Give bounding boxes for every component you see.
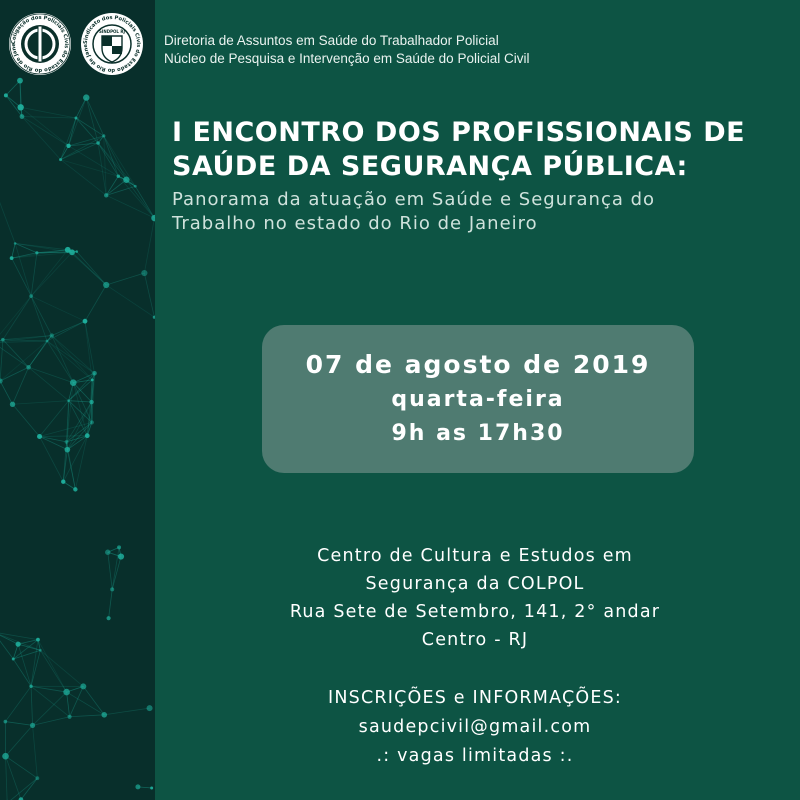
network-link <box>61 118 76 160</box>
svg-text:Sindicato dos Policiais Civis: Sindicato dos Policiais Civis do Estado do Rio de Jane <box>82 14 142 74</box>
network-link <box>83 686 104 714</box>
network-link <box>0 340 3 381</box>
network-node <box>16 642 21 647</box>
network-link <box>12 253 37 258</box>
network-link <box>22 117 61 160</box>
network-link <box>40 436 68 449</box>
network-link <box>12 250 68 258</box>
network-node <box>74 116 77 119</box>
network-link <box>0 341 47 381</box>
network-link <box>33 717 70 726</box>
svg-text:Coligação dos Policiais Civis: Coligação dos Policiais Civis do Estado do Rio de Jane <box>10 14 70 74</box>
network-node <box>17 104 23 110</box>
network-node <box>141 270 147 276</box>
network-link <box>109 589 113 618</box>
sindicato-seal-icon <box>80 12 144 76</box>
network-link <box>0 343 29 368</box>
title-line-2: SAÚDE DA SEGURANÇA PÚBLICA: <box>172 151 688 182</box>
directorate-name: Diretoria de Assuntos em Saúde do Trabalhador Policial <box>164 33 499 48</box>
network-node <box>39 649 42 652</box>
network-node <box>147 705 153 711</box>
network-link <box>85 321 95 373</box>
network-link <box>40 436 88 437</box>
network-node <box>83 94 89 100</box>
network-pattern-icon <box>0 0 155 800</box>
network-link <box>6 725 33 756</box>
network-link <box>47 341 94 373</box>
network-link <box>72 252 106 285</box>
network-link <box>6 756 8 800</box>
network-node <box>1 338 5 342</box>
network-link <box>0 193 15 244</box>
network-node <box>10 402 15 407</box>
registration-heading: INSCRIÇÕES e INFORMAÇÕES: <box>327 688 623 708</box>
network-link <box>85 285 106 321</box>
network-node <box>50 333 54 337</box>
network-node <box>30 723 35 728</box>
venue-address: Rua Sete de Setembro, 141, 2° andar <box>289 602 661 622</box>
registration-info <box>200 684 750 771</box>
network-node <box>65 447 71 453</box>
network-node <box>46 340 49 343</box>
network-node <box>105 550 110 555</box>
network-link <box>0 381 12 404</box>
network-link <box>15 243 72 252</box>
network-node <box>26 365 31 370</box>
network-link <box>33 692 67 725</box>
network-node <box>83 319 88 324</box>
event-weekday: quarta-feira <box>391 387 565 412</box>
network-node <box>65 440 69 444</box>
network-link <box>31 296 85 321</box>
network-node <box>123 177 129 183</box>
network-node <box>118 553 124 559</box>
network-node <box>35 776 39 780</box>
network-link <box>52 336 95 374</box>
network-node <box>101 712 107 718</box>
network-link <box>21 778 37 799</box>
network-link <box>6 756 21 799</box>
network-node <box>10 256 14 260</box>
network-node <box>67 399 70 402</box>
network-link <box>31 296 47 341</box>
network-link <box>5 686 31 721</box>
network-link <box>31 252 72 296</box>
network-link <box>40 650 66 692</box>
network-link <box>75 436 87 490</box>
network-node <box>37 434 42 439</box>
network-node <box>66 144 70 148</box>
network-link <box>40 401 69 437</box>
network-link <box>29 367 74 382</box>
network-link <box>144 273 154 317</box>
title-line-1: I ENCONTRO DOS PROFISSIONAIS DE <box>172 117 746 148</box>
event-venue <box>200 542 750 654</box>
svg-text:SINDPOL RJ: SINDPOL RJ <box>99 29 125 34</box>
network-node <box>36 638 40 642</box>
network-node <box>59 158 62 161</box>
network-node <box>90 420 94 424</box>
network-node <box>103 282 109 288</box>
network-link <box>106 273 144 285</box>
network-node <box>134 185 137 188</box>
network-node <box>117 545 121 549</box>
network-link <box>13 401 69 405</box>
venue-district: Centro - RJ <box>421 630 529 650</box>
network-link <box>77 252 106 285</box>
network-link <box>6 756 38 778</box>
network-node <box>4 720 8 724</box>
network-node <box>29 294 33 298</box>
network-link <box>38 640 67 692</box>
network-node <box>63 689 70 696</box>
network-node <box>35 251 38 254</box>
network-link <box>13 659 31 686</box>
network-node <box>150 787 153 790</box>
network-link <box>12 243 15 258</box>
network-link <box>13 367 29 404</box>
network-link <box>108 552 112 589</box>
network-node <box>92 371 97 376</box>
network-link <box>106 285 154 317</box>
event-subtitle <box>172 188 792 236</box>
subtitle-line-1: Panorama da atuação em Saúde e Segurança do <box>172 189 656 210</box>
network-link <box>70 686 84 716</box>
network-link <box>69 401 92 423</box>
network-link <box>69 118 76 146</box>
network-link <box>104 708 149 715</box>
network-link <box>70 715 105 717</box>
network-link <box>76 98 86 118</box>
network-node <box>70 379 77 386</box>
event-title <box>172 116 792 184</box>
network-link <box>5 722 32 726</box>
network-link <box>126 180 154 218</box>
event-date: 07 de agosto de 2019 <box>305 350 651 379</box>
network-node <box>135 784 140 789</box>
network-node <box>117 175 120 178</box>
colpol-seal-icon <box>8 12 72 76</box>
network-link <box>67 692 70 717</box>
network-node <box>61 480 65 484</box>
network-link <box>118 176 154 218</box>
network-link <box>104 136 136 186</box>
network-link <box>3 340 29 368</box>
network-decoration-panel <box>0 0 155 800</box>
network-node <box>2 753 9 760</box>
network-node <box>69 249 75 255</box>
network-node <box>17 78 23 84</box>
network-link <box>69 401 92 402</box>
network-node <box>85 433 90 438</box>
network-node <box>89 400 93 404</box>
network-node <box>67 715 71 719</box>
network-node <box>73 487 77 491</box>
event-schedule-box <box>262 325 694 473</box>
network-node <box>96 141 100 145</box>
network-link <box>13 404 40 436</box>
subtitle-line-2: Trabalho no estado do Rio de Janeiro <box>172 213 538 234</box>
network-link <box>31 686 32 725</box>
network-link <box>6 81 20 96</box>
organization-header <box>164 32 784 68</box>
network-node <box>75 250 78 253</box>
network-node <box>110 587 114 591</box>
network-link <box>31 296 52 335</box>
network-link <box>31 686 67 692</box>
network-link <box>3 296 31 340</box>
venue-line-1: Centro de Cultura e Estudos em <box>317 546 633 566</box>
research-center-name: Núcleo de Pesquisa e Intervenção em Saúde do Policial Civil <box>164 51 530 66</box>
network-link <box>21 107 69 146</box>
venue-line-2: Segurança da COLPOL <box>365 574 585 594</box>
network-link <box>47 341 73 383</box>
network-link <box>33 725 38 778</box>
network-node <box>80 683 86 689</box>
network-link <box>29 367 69 400</box>
network-link <box>69 98 87 146</box>
network-node <box>104 193 108 197</box>
network-node <box>91 379 94 382</box>
contact-email[interactable]: saudepcivil@gmail.com <box>358 717 592 737</box>
network-node <box>12 658 15 661</box>
network-link <box>40 436 67 441</box>
network-node <box>14 242 17 245</box>
network-link <box>144 218 154 273</box>
network-link <box>12 252 72 258</box>
limited-spots-note: .: vagas limitadas :. <box>376 746 574 766</box>
network-link <box>40 436 64 481</box>
network-node <box>102 134 105 137</box>
network-link <box>52 336 73 383</box>
network-link <box>22 117 69 146</box>
network-node <box>4 93 8 97</box>
event-time: 9h as 17h30 <box>391 421 565 446</box>
network-node <box>107 616 111 620</box>
network-node <box>20 114 25 119</box>
network-link <box>3 336 52 340</box>
network-link <box>7 778 37 800</box>
network-link <box>0 367 28 381</box>
network-node <box>29 685 32 688</box>
network-link <box>0 632 40 650</box>
